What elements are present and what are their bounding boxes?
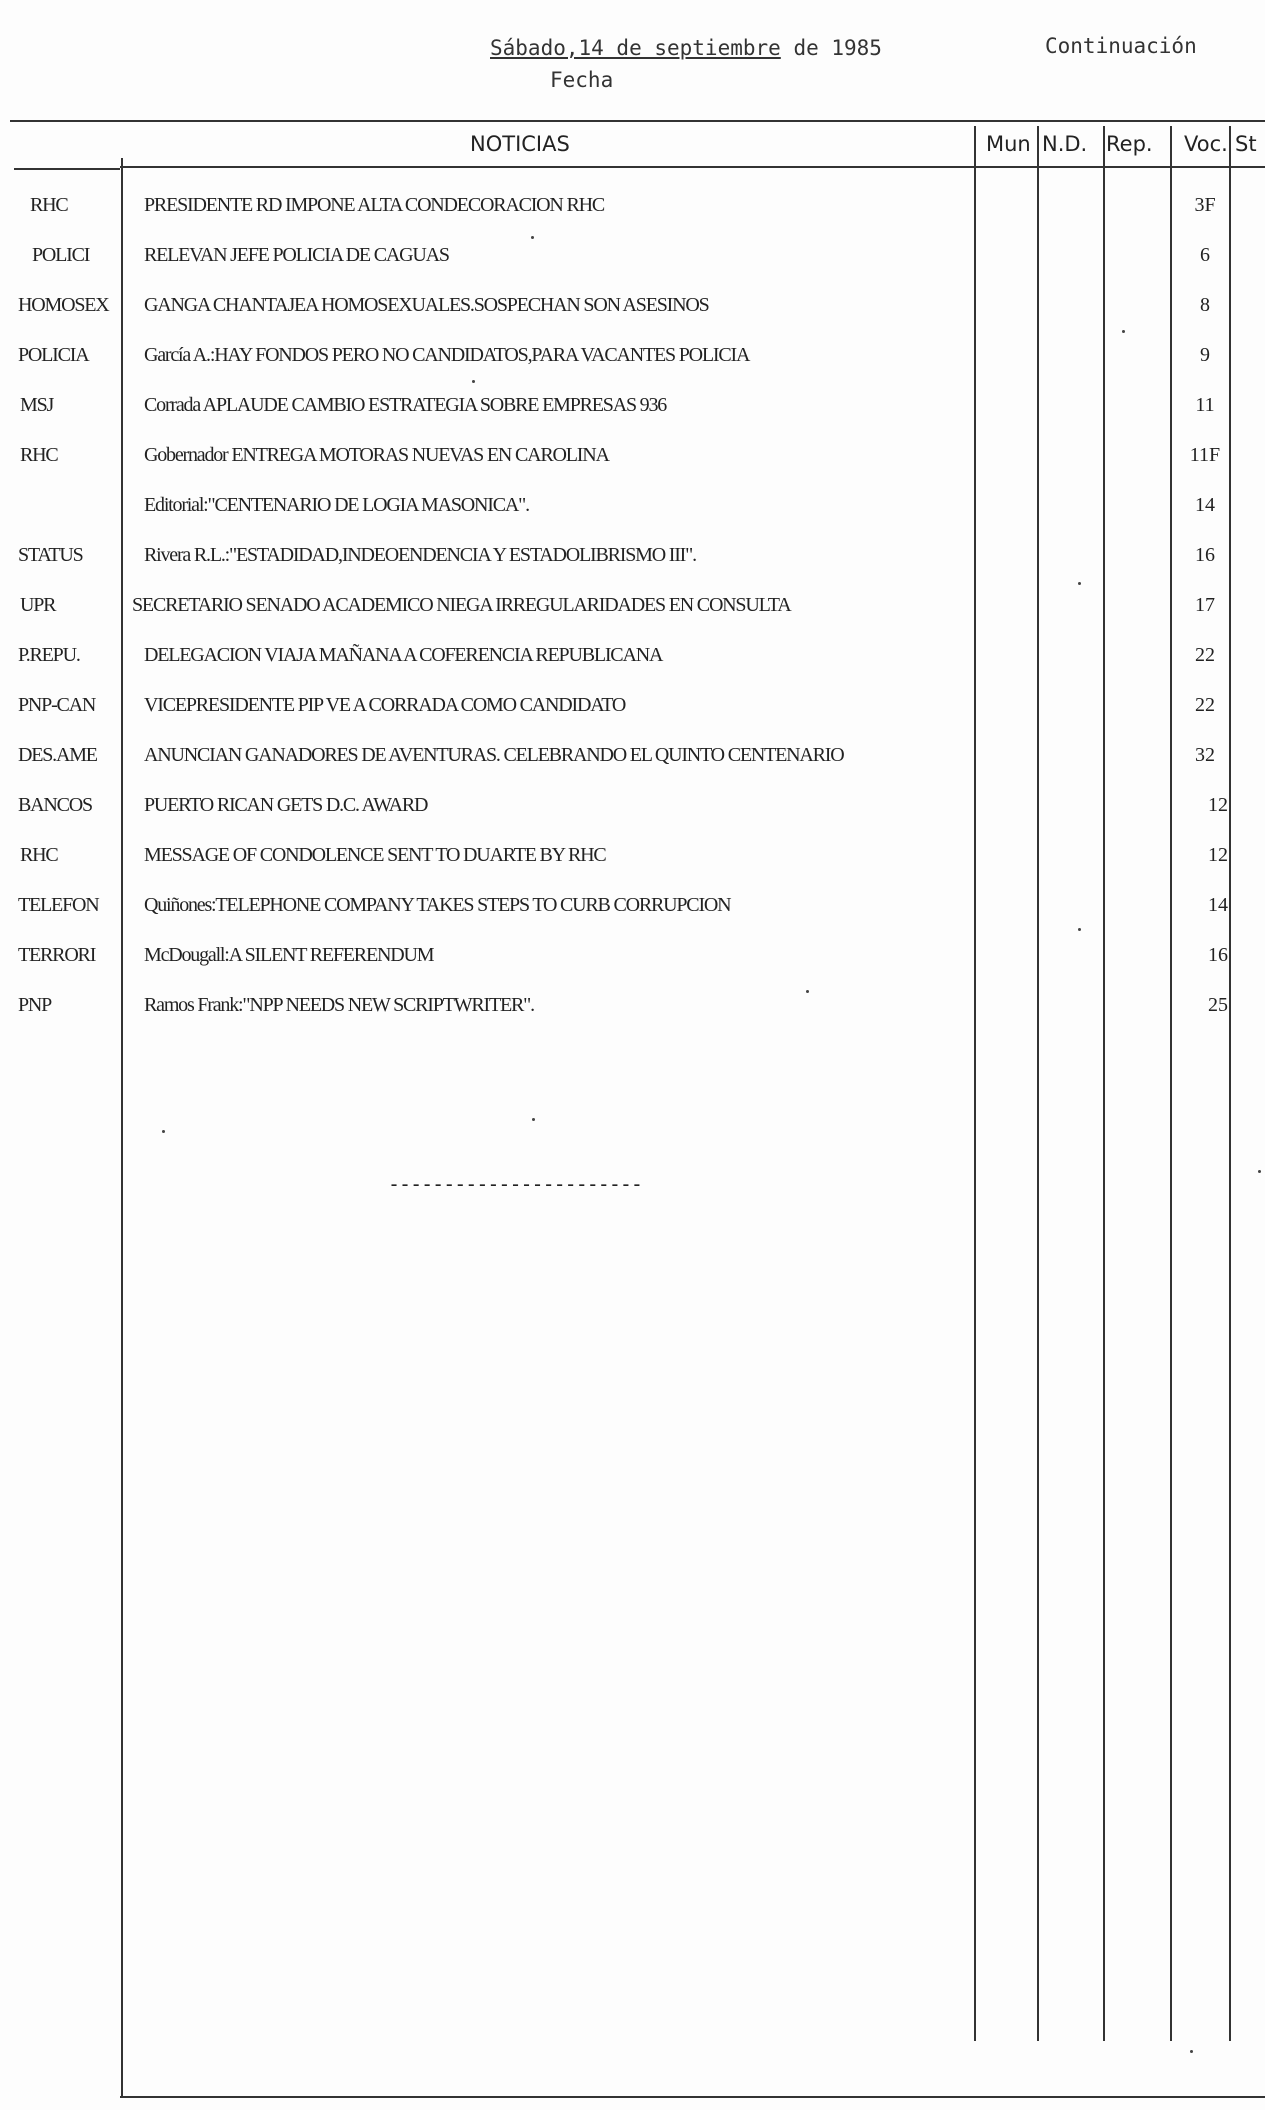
voc-number: 6 (1200, 244, 1210, 266)
table-row (0, 494, 1265, 544)
headline: García A.:HAY FONDOS PERO NO CANDIDATOS,PARA VACANTES POLICIA (144, 344, 750, 366)
section-tag: TERRORI (18, 944, 96, 966)
headline: Gobernador ENTREGA MOTORAS NUEVAS EN CAROLINA (144, 444, 609, 466)
headline: ANUNCIAN GANADORES DE AVENTURAS. CELEBRANDO EL QUINTO CENTENARIO (144, 744, 844, 766)
scan-speck (162, 1130, 165, 1133)
headline: GANGA CHANTAJEA HOMOSEXUALES.SOSPECHAN SON ASESINOS (144, 294, 709, 316)
table-top-rule (10, 120, 1265, 122)
section-tag: RHC (30, 194, 68, 216)
voc-number: 8 (1200, 294, 1210, 316)
section-tag: RHC (20, 444, 58, 466)
section-tag: DES.AME (18, 744, 97, 766)
section-tag: MSJ (20, 394, 54, 416)
voc-number: 14 (1208, 894, 1228, 916)
table-row (0, 794, 1265, 844)
headline: PRESIDENTE RD IMPONE ALTA CONDECORACION RHC (144, 194, 604, 216)
noticias-header: NOTICIAS (470, 132, 570, 156)
voc-number: 16 (1208, 944, 1228, 966)
section-tag: POLICI (32, 244, 90, 266)
headline: Rivera R.L.:"ESTADIDAD,INDEOENDENCIA Y ESTADOLIBRISMO III". (144, 544, 696, 566)
voc-number: 22 (1195, 694, 1215, 716)
voc-number: 25 (1208, 994, 1228, 1016)
section-tag: P.REPU. (18, 644, 80, 666)
table-row (0, 544, 1265, 594)
date-line (490, 36, 882, 60)
voc-number: 9 (1200, 344, 1210, 366)
table-row (0, 394, 1265, 444)
voc-number: 12 (1208, 794, 1228, 816)
headline: DELEGACION VIAJA MAÑANA A COFERENCIA REPUBLICANA (144, 644, 663, 666)
headline: VICEPRESIDENTE PIP VE A CORRADA COMO CANDIDATO (144, 694, 626, 716)
header-bottom-rule (120, 166, 1265, 168)
voc-header: Voc. (1184, 132, 1228, 156)
tag-column-stub (14, 168, 120, 170)
continuation-label: Continuación (1045, 34, 1197, 58)
headline: PUERTO RICAN GETS D.C. AWARD (144, 794, 428, 816)
scan-speck (806, 990, 809, 993)
section-tag: TELEFON (18, 894, 99, 916)
section-tag: BANCOS (18, 794, 92, 816)
headline: Corrada APLAUDE CAMBIO ESTRATEGIA SOBRE EMPRESAS 936 (144, 394, 667, 416)
scan-speck (531, 236, 534, 239)
section-tag: PNP (18, 994, 52, 1016)
table-row (0, 994, 1265, 1044)
section-tag: UPR (20, 594, 56, 616)
headline: Ramos Frank:"NPP NEEDS NEW SCRIPTWRITER". (144, 994, 534, 1016)
table-row (0, 944, 1265, 994)
scan-speck (1078, 928, 1081, 931)
end-of-list-marker: ----------------------- (388, 1172, 642, 1196)
table-row (0, 844, 1265, 894)
date-year: de 1985 (780, 36, 882, 60)
headline: RELEVAN JEFE POLICIA DE CAGUAS (144, 244, 449, 266)
voc-number: 16 (1195, 544, 1215, 566)
headline: MESSAGE OF CONDOLENCE SENT TO DUARTE BY RHC (144, 844, 606, 866)
mun-header: Mun (986, 132, 1031, 156)
scan-speck (1122, 330, 1125, 333)
table-row (0, 194, 1265, 244)
headline: Quiñones:TELEPHONE COMPANY TAKES STEPS TO CURB CORRUPCION (144, 894, 731, 916)
scan-speck (1258, 1170, 1261, 1173)
table-row (0, 594, 1265, 644)
section-tag: RHC (20, 844, 58, 866)
voc-number: 11 (1195, 394, 1215, 416)
headline: SECRETARIO SENADO ACADEMICO NIEGA IRREGULARIDADES EN CONSULTA (132, 594, 791, 616)
rep-header: Rep. (1106, 132, 1153, 156)
voc-number: 14 (1195, 494, 1215, 516)
table-row (0, 644, 1265, 694)
table-row (0, 344, 1265, 394)
voc-number: 17 (1195, 594, 1215, 616)
table-row (0, 744, 1265, 794)
voc-number: 12 (1208, 844, 1228, 866)
page-bottom-rule (120, 2096, 1265, 2098)
voc-number: 3F (1194, 194, 1216, 216)
st-header: St (1235, 132, 1257, 156)
table-row (0, 294, 1265, 344)
table-row (0, 894, 1265, 944)
fecha-label: Fecha (550, 68, 614, 92)
scan-speck (1078, 582, 1081, 585)
nd-header: N.D. (1042, 132, 1088, 156)
section-tag: POLICIA (18, 344, 89, 366)
date-underlined: Sábado,14 de septiembre (490, 36, 781, 60)
voc-number: 32 (1195, 744, 1215, 766)
section-tag: HOMOSEX (18, 294, 109, 316)
table-row (0, 244, 1265, 294)
headline: Editorial:"CENTENARIO DE LOGIA MASONICA". (144, 494, 529, 516)
table-row (0, 694, 1265, 744)
section-tag: STATUS (18, 544, 83, 566)
voc-number: 11F (1189, 444, 1221, 466)
table-row (0, 444, 1265, 494)
scan-speck (1190, 2050, 1193, 2053)
scan-speck (472, 380, 475, 383)
section-tag: PNP-CAN (18, 694, 96, 716)
scan-speck (532, 1118, 535, 1121)
voc-number: 22 (1195, 644, 1215, 666)
headline: McDougall:A SILENT REFERENDUM (144, 944, 434, 966)
